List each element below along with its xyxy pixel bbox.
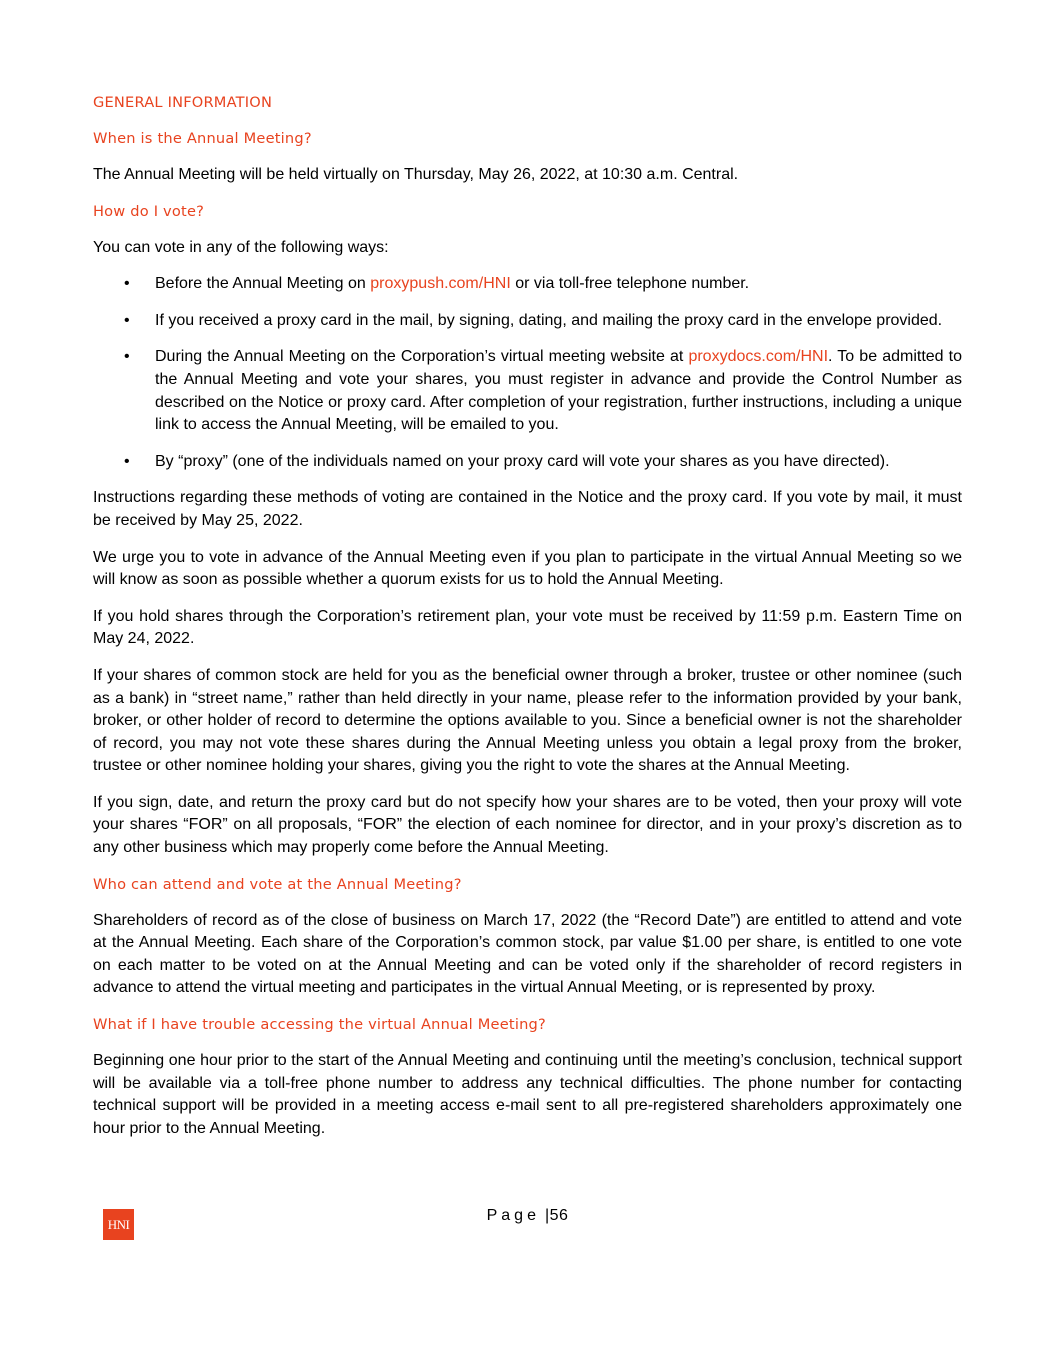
bullet-text: or via toll-free telephone number. [510, 275, 750, 293]
page-separator: | [544, 1207, 550, 1224]
paragraph-street-name: If your shares of common stock are held for you as the beneficial owner through a broker, trustee or other nominee (such as a bank) in “street name,” rather than held directly in your name, please refer to the information provided by your bank, broker, or other holder of record to determine the options available to you. Since a beneficial owner is not the shareholder of record, you may not vote these shares during the Annual Meeting unless you obtain a legal proxy from the broker, trustee or other nominee holding your shares, giving you the right to vote the shares at the Annual Meeting. [93, 666, 962, 775]
bullet-text: If you received a proxy card in the mail, by signing, dating, and mailing the proxy card in the envelope provided. [155, 311, 943, 329]
hni-logo: HNI [103, 1209, 134, 1240]
paragraph-instructions: Instructions regarding these methods of voting are contained in the Notice and the proxy card. If you vote by mail, it must be received by May 25, 2022. [93, 489, 962, 529]
question-how-do-i-vote: How do I vote? [93, 202, 205, 220]
page-word: Page [486, 1207, 540, 1224]
bullet-icon: • [124, 452, 130, 470]
question-trouble-accessing: What if I have trouble accessing the virtual Annual Meeting? [93, 1016, 546, 1034]
proxydocs-link[interactable]: proxydocs.com/HNI [688, 348, 829, 366]
bullet-text: By “proxy” (one of the individuals named on your proxy card will vote your shares as you have directed). [155, 452, 890, 470]
paragraph-retirement-plan: If you hold shares through the Corporation’s retirement plan, your vote must be received by 11:59 p.m. Eastern Time on May 24, 2022. [93, 607, 962, 648]
bullet-icon: • [124, 311, 130, 329]
vote-intro: You can vote in any of the following ways: [93, 238, 389, 256]
list-item [93, 451, 962, 474]
document-page [93, 92, 962, 1154]
question-who-can-attend: Who can attend and vote at the Annual Meeting? [93, 875, 462, 893]
bullet-text: . To be admitted to the Annual Meeting and vote your shares, you must register in advance and provide the Control Number as described on the Notice or proxy card. After completion of your registration, further instructions, including a unique link to access the Annual Meeting, will be emailed to you. [155, 348, 963, 434]
proxypush-link[interactable]: proxypush.com/HNI [370, 275, 511, 293]
bullet-text: During the Annual Meeting on the Corporation’s virtual meeting website at [155, 348, 689, 366]
bullet-text: Before the Annual Meeting on [155, 275, 371, 293]
page-number: 56 [549, 1207, 569, 1224]
section-heading: GENERAL INFORMATION [93, 94, 273, 111]
paragraph-proxy-card: If you sign, date, and return the proxy card but do not specify how your shares are to be voted, then your proxy will vote your shares “FOR” on all proposals, “FOR” the election of each nominee for director, and in your proxy’s discretion as to any other business which may properly come before the Annual Meeting. [93, 793, 962, 857]
answer-who-can-attend: Shareholders of record as of the close of business on March 17, 2022 (the “Record Date”) are entitled to attend and vote at the Annual Meeting. Each share of the Corporation’s common stock, par value $1.00 per share, is entitled to one vote on each matter to be voted on at the Annual Meeting and can be voted only if the shareholder of record registers in advance to attend the virtual meeting and participates in the virtual Annual Meeting, or is represented by proxy. [93, 911, 962, 997]
answer-when-annual-meeting: The Annual Meeting will be held virtually on Thursday, May 26, 2022, at 10:30 a.m. Central. [93, 166, 739, 183]
list-item [93, 346, 962, 436]
bullet-icon: • [124, 275, 130, 293]
list-item [93, 310, 962, 333]
page-footer [0, 1207, 1055, 1225]
list-item [93, 273, 962, 296]
question-when-annual-meeting: When is the Annual Meeting? [93, 130, 312, 147]
bullet-icon: • [124, 348, 130, 366]
answer-trouble-accessing: Beginning one hour prior to the start of the Annual Meeting and continuing until the meeting’s conclusion, technical support will be available via a toll-free phone number to address any technical difficulties. The phone number for contacting technical support will be provided in a meeting access e-mail sent to all pre-registered shareholders approximately one hour prior to the Annual Meeting. [93, 1052, 962, 1137]
voting-methods-list [93, 273, 962, 473]
paragraph-urge-vote: We urge you to vote in advance of the Annual Meeting even if you plan to participate in the virtual Annual Meeting so we will know as soon as possible whether a quorum exists for us to hold the Annual Meeting. [93, 548, 962, 589]
